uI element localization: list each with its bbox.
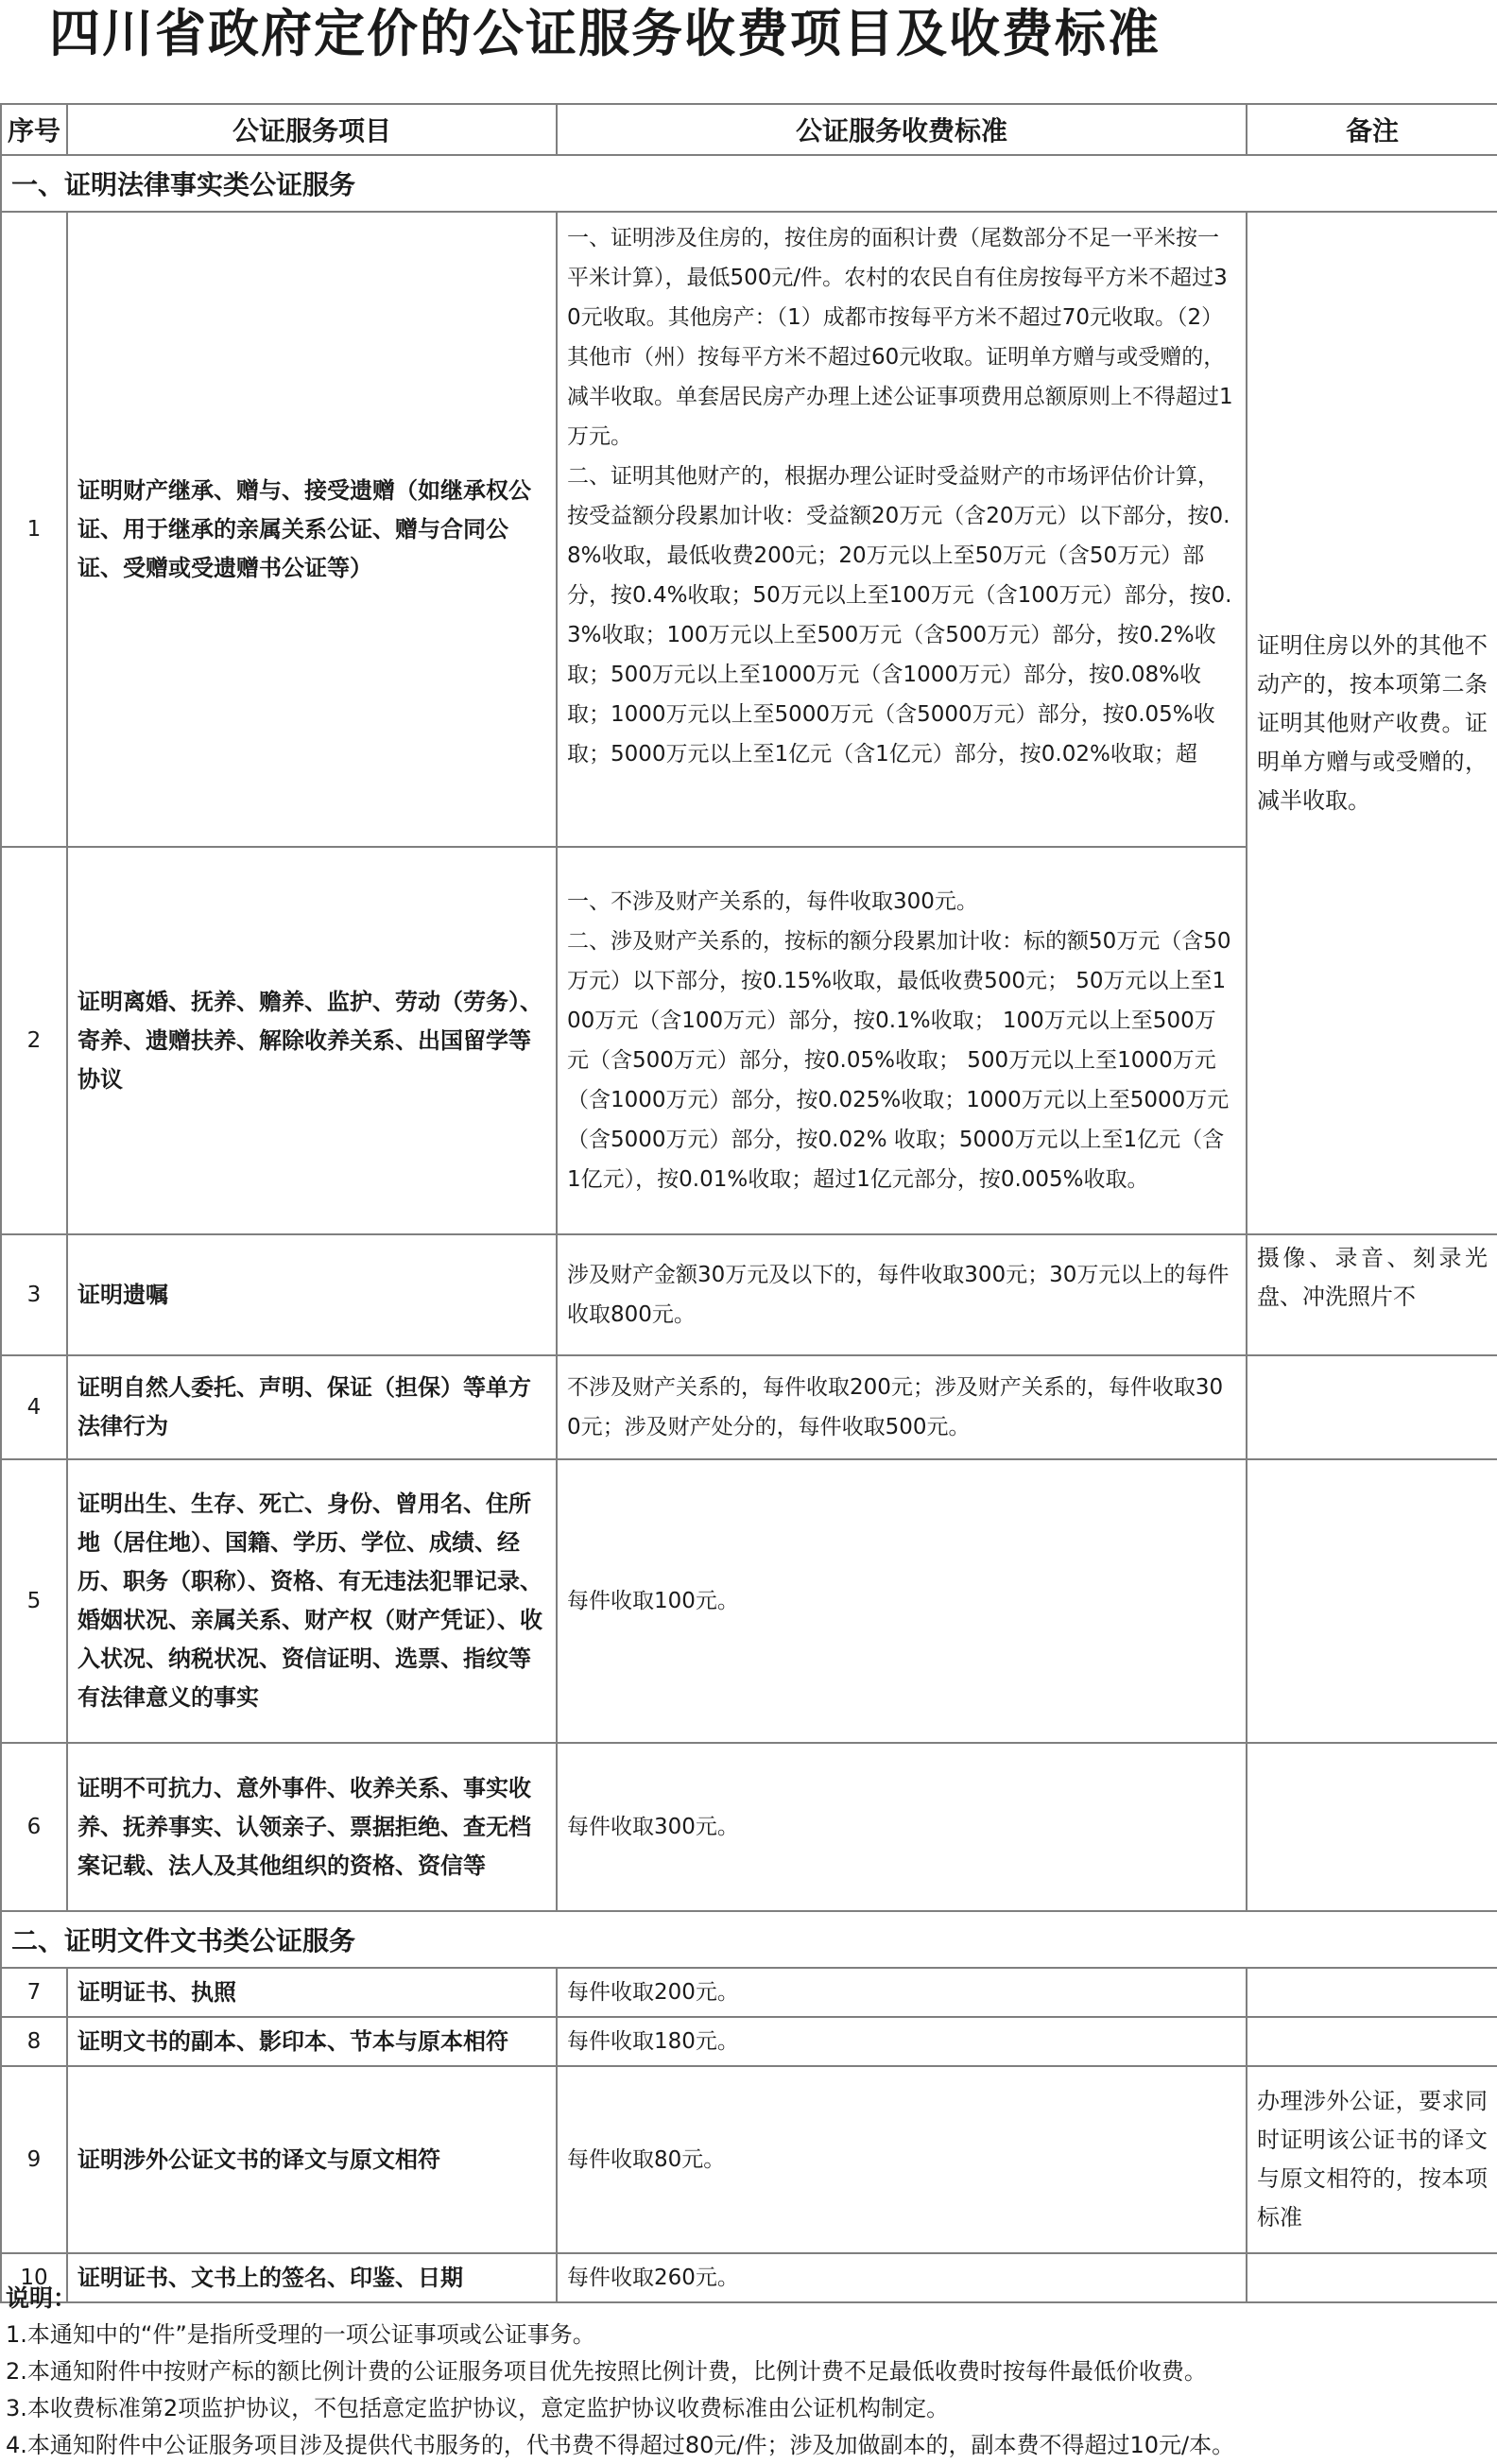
row-item: 证明遗嘱 [67,1234,557,1355]
row-standard: 每件收取80元。 [557,2066,1247,2253]
standard-paragraph: 一、不涉及财产关系的，每件收取300元。 [567,889,978,914]
table-row [1,1743,1497,1911]
note-item: 3.本收费标准第2项监护协议，不包括意定监护协议，意定监护协议收费标准由公证机构制定。 [6,2395,950,2421]
row-note [1247,1968,1497,2017]
section-row [1,1911,1497,1968]
header-standard: 公证服务收费标准 [557,104,1247,155]
row-item: 证明财产继承、赠与、接受遗赠（如继承权公证、用于继承的亲属关系公证、赠与合同公证、受赠或受遗赠书公证等） [67,212,557,847]
header-item: 公证服务项目 [67,104,557,155]
row-no: 4 [1,1355,67,1459]
section-title: 二、证明文件文书类公证服务 [1,1911,1497,1968]
row-note [1247,1355,1497,1459]
notes-block [6,2280,1489,2464]
row-note: 办理涉外公证，要求同时证明该公证书的译文与原文相符的，按本项标准 [1247,2066,1497,2253]
note-item: 2.本通知附件中按财产标的额比例计费的公证服务项目优先按照比例计费，比例计费不足最低收费时按每件最低价收费。 [6,2358,1207,2385]
row-standard: 每件收取300元。 [557,1743,1247,1911]
section-row [1,155,1497,212]
row-standard [557,847,1247,1234]
notes-heading: 说明： [6,2284,77,2312]
row-standard: 涉及财产金额30万元及以下的，每件收取300元；30万元以上的每件收取800元。 [557,1234,1247,1355]
row-no: 6 [1,1743,67,1911]
row-item: 证明自然人委托、声明、保证（担保）等单方法律行为 [67,1355,557,1459]
row-item: 证明涉外公证文书的译文与原文相符 [67,2066,557,2253]
section-title: 一、证明法律事实类公证服务 [1,155,1497,212]
row-no: 8 [1,2017,67,2066]
row-item: 证明不可抗力、意外事件、收养关系、事实收养、抚养事实、认领亲子、票据拒绝、查无档案记载、法人及其他组织的资格、资信等 [67,1743,557,1911]
table-row [1,2066,1497,2253]
header-note: 备注 [1247,104,1497,155]
row-item: 证明出生、生存、死亡、身份、曾用名、住所地（居住地）、国籍、学历、学位、成绩、经历、职务（职称）、资格、有无违法犯罪记录、婚姻状况、亲属关系、财产权（财产凭证）、收入状况、纳税状况、资信证明、选票、指纹等有法律意义的事实 [67,1459,557,1743]
table-row [1,2017,1497,2066]
table-row [1,1355,1497,1459]
page-title: 四川省政府定价的公证服务收费项目及收费标准 [49,4,1161,63]
row-standard: 每件收取260元。 [557,2253,1247,2302]
row-note [1247,1459,1497,1743]
table-row [1,212,1497,847]
row-item: 证明证书、执照 [67,1968,557,2017]
standard-paragraph: 一、证明涉及住房的，按住房的面积计费（尾数部分不足一平米按一平米计算），最低500元/件。农村的农民自有住房按每平方米不超过30元收取。其他房产：（1）成都市按每平方米不超过70元收取。（2）其他市（州）按每平方米不超过60元收取。证明单方赠与或受赠的，减半收取。单套居民房产办理上述公证事项费用总额原则上不得超过1万元。 [567,226,1233,449]
row-item: 证明离婚、抚养、赡养、监护、劳动（劳务）、寄养、遗赠扶养、解除收养关系、出国留学等协议 [67,847,557,1234]
row-no: 3 [1,1234,67,1355]
standard-paragraph: 二、涉及财产关系的，按标的额分段累加计收：标的额50万元（含50万元）以下部分，按0.15%收取，最低收费500元； 50万元以上至100万元（含100万元）部分，按0.1%收取； 100万元以上至500万元（含500万元）部分，按0.05%收取； 500万元以上至1000万元（含1000万元）部分，按0.025%收取；1000万元以上至5000万元（含5000万元）部分，按0.02% 收取；5000万元以上至1亿元（含1亿元），按0.01%收取；超过1亿元部分，按0.005%收取。 [567,929,1231,1192]
row-no: 2 [1,847,67,1234]
table-row [1,1234,1497,1355]
note-item: 4.本通知附件中公证服务项目涉及提供代书服务的，代书费不得超过80元/件；涉及加做副本的，副本费不得超过10元/本。 [6,2432,1235,2458]
row-no: 10 [1,2253,67,2302]
row-note: 证明住房以外的其他不动产的，按本项第二条证明其他财产收费。证明单方赠与或受赠的，减半收取。 [1247,212,1497,1234]
row-no: 1 [1,212,67,847]
row-no: 7 [1,1968,67,2017]
table-header-row [1,104,1497,155]
header-no: 序号 [1,104,67,155]
row-standard [557,212,1247,847]
row-item: 证明文书的副本、影印本、节本与原本相符 [67,2017,557,2066]
row-note [1247,1743,1497,1911]
row-note [1247,2017,1497,2066]
fee-table [0,103,1497,2303]
note-item: 1.本通知中的“件”是指所受理的一项公证事项或公证事务。 [6,2321,595,2348]
row-no: 5 [1,1459,67,1743]
row-standard: 每件收取100元。 [557,1459,1247,1743]
row-note: 摄像、录音、刻录光盘、冲洗照片不 [1247,1234,1497,1355]
table-row [1,1968,1497,2017]
row-standard: 不涉及财产关系的，每件收取200元；涉及财产关系的，每件收取300元；涉及财产处分的，每件收取500元。 [557,1355,1247,1459]
row-no: 9 [1,2066,67,2253]
standard-paragraph: 二、证明其他财产的，根据办理公证时受益财产的市场评估价计算，按受益额分段累加计收：受益额20万元（含20万元）以下部分，按0.8%收取，最低收费200元；20万元以上至50万元（含50万元）部分，按0.4%收取；50万元以上至100万元（含100万元）部分，按0.3%收取；100万元以上至500万元（含500万元）部分，按0.2%收取；500万元以上至1000万元（含1000万元）部分，按0.08%收取；1000万元以上至5000万元（含5000万元）部分，按0.05%收取；5000万元以上至1亿元（含1亿元）部分，按0.02%收取；超 [567,464,1232,767]
table-row [1,1459,1497,1743]
row-item: 证明证书、文书上的签名、印鉴、日期 [67,2253,557,2302]
row-standard: 每件收取200元。 [557,1968,1247,2017]
row-standard: 每件收取180元。 [557,2017,1247,2066]
